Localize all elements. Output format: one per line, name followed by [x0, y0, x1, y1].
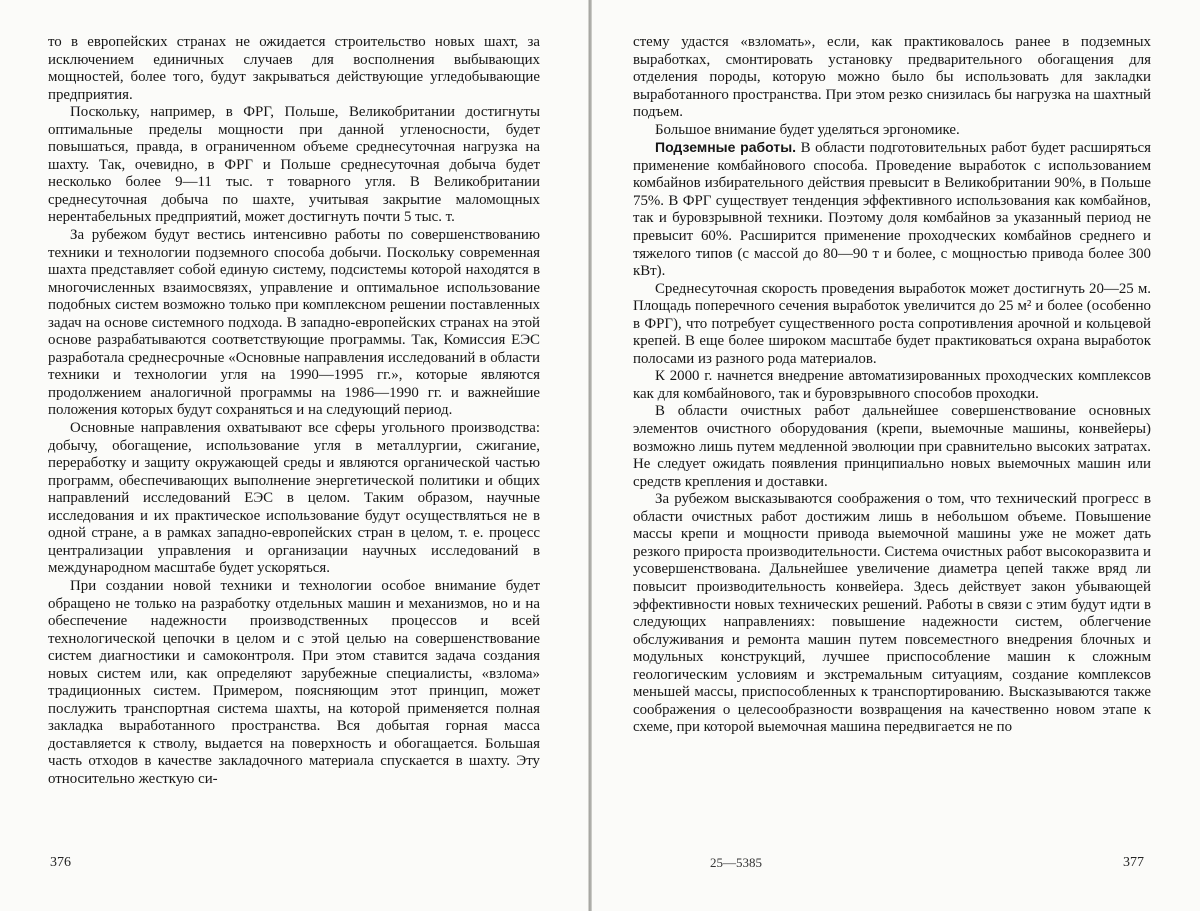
paragraph-text: Основные направления охватывают все сферы угольного производства: добычу, обогащение, использование угля в металлургии, сжигание, переработку и защиту окружающей среды и являются органической частью программ, обеспечивающих выполнение энергетической политики и общих направлений исследований ЕЭС в целом. Таким образом, научные исследования и их практическое использование будут осуществляться не в одной стране, а в рамках западно-европейских стран в целом, т. е. процесс централизации управления и организации научных исследований в международном масштабе будет ускоряться.	[48, 420, 540, 577]
paragraph	[633, 491, 1151, 737]
page-number-left: 376	[50, 855, 71, 870]
paragraph-text: В области подготовительных работ будет расширяться применение комбайнового способа. Проведение выработок с использованием комбайнов избирательного действия превысит в Великобритании 90%, в Польше 75%. В ФРГ существует тенденция эффективного использования как комбайнов, так и буровзрывной техники. Поэтому доля комбайнов за указанный период не превысит 60%. Расширится применение проходческих комбайнов среднего и тяжелого типов (с массой до 80—90 т и более, с мощностью привода более 300 кВт).	[633, 140, 1151, 280]
paragraph-text: то в европейских странах не ожидается строительство новых шахт, за исключением единичных случаев для восполнения выбывающих мощностей, более того, будут закрываться действующие угледобывающие предприятия.	[48, 34, 540, 103]
right-page	[595, 0, 1200, 911]
paragraph-text: За рубежом будут вестись интенсивно работы по совершенствованию техники и технологии подземного способа добычи. Поскольку современная шахта представляет собой единую систему, подсистемы которой находятся в многочисленных взаимосвязях, управление и оптимальное использование подобных систем возможно только при комплексном решении поставленных задач на основе системного подхода. В западно-европейских странах на этой основе разрабатываются соответствующие программы. Так, Комиссия ЕЭС разработала среднесрочные «Основные направления исследований в области техники и технологии угля на 1990—1995 гг.», которые являются продолжением аналогичной программы на 1986—1990 гг. и важнейшие положения которых будут сохраняться и на следующий период.	[48, 227, 540, 419]
paragraph	[48, 227, 540, 420]
paragraph-text: В области очистных работ дальнейшее совершенствование основных элементов очистного оборудования (крепи, выемочные машины, конвейеры) возможно лишь путем медленной эволюции при сравнительно высоких затратах. Не следует ожидать появления принципиально новых выемочных машин или средств крепления и доставки.	[633, 403, 1151, 490]
paragraph-text: При создании новой техники и технологии особое внимание будет обращено не только на разработку отдельных машин и механизмов, но и на обеспечение надежности производственных процессов и всей технологической цепочки в целом и с этой целью на совершенствование систем диагностики и самоконтроля. При этом ставится задача создания новых систем или, как определяют зарубежные специалисты, «взлома» традиционных систем. Примером, поясняющим этот принцип, может послужить транспортная система шахты, на которой применяется полная закладка выработанного пространства. Вся добытая горная масса доставляется к стволу, выдается на поверхность и обогащается. Большая часть отходов в качестве закладочного материала спускается в шахту. Эту относительно жесткую си-	[48, 577, 540, 787]
left-page	[0, 0, 590, 911]
book-spine	[588, 0, 592, 911]
paragraph-text: Среднесуточная скорость проведения выработок может достигнуть 20—25 м. Площадь поперечного сечения выработок увеличится до 25 м² и более (особенно в ФРГ), что потребует существенного роста сопротивления арочной и кольцевой крепей. В еще более широком масштабе будет практиковаться охрана выработок полосами из разного рода материалов.	[633, 280, 1151, 367]
paragraph	[48, 104, 540, 227]
paragraph	[633, 139, 1151, 280]
paragraph-text: За рубежом высказываются соображения о том, что технический прогресс в области очистных работ достижим лишь в небольшом объеме. Повышение массы крепи и мощности привода выемочной машины уже не может дать резкого прироста производительности. Система очистных работ высокоразвита и усовершенствована. Дальнейшее увеличение диаметра цепей также вряд ли повысит производительность конвейера. Здесь действует закон убывающей эффективности новых технических решений. Работы в связи с этим будут идти в следующих направлениях: повышение надежности систем, облегчение обслуживания и ремонта машин путем повсеместного внедрения блочных и модульных конструкций, лучшее приспособление машин к сложным геологическим условиям и экстремальным ситуациям, создание комплексов меньшей массы, приспособленных к транспортированию. Высказываются также соображения о целесообразности возвращения на качественно новом этапе к схеме, при которой выемочная машина передвигается не по	[633, 491, 1151, 736]
left-page-text	[48, 34, 540, 789]
paragraph	[48, 34, 540, 104]
paragraph	[633, 403, 1151, 491]
paragraph-text: Поскольку, например, в ФРГ, Польше, Великобритании достигнуты оптимальные пределы мощности при данной угленосности, будет повышаться, правда, в ограниченном объеме среднесуточная нагрузка на шахту. Так, очевидно, в ФРГ и Польше среднесуточная добыча будет несколько более 9—11 тыс. т товарного угля. В Великобритании среднесуточная добыча по шахте, учитывая закрытие маломощных нерентабельных предприятий, может достигнуть почти 5 тыс. т.	[48, 104, 540, 226]
right-page-text	[633, 34, 1151, 737]
paragraph-text: Большое внимание будет уделяться эргономике.	[655, 121, 960, 138]
paragraph	[633, 34, 1151, 122]
paragraph-text: К 2000 г. начнется внедрение автоматизированных проходческих комплексов как для комбайнового, так и буровзрывного способов проходки.	[633, 368, 1151, 402]
page-number-right: 377	[1123, 855, 1144, 870]
paragraph	[48, 578, 540, 789]
printer-signature: 25—5385	[710, 855, 762, 870]
paragraph	[633, 281, 1151, 369]
paragraph	[633, 122, 1151, 140]
paragraph	[48, 420, 540, 578]
paragraph	[633, 368, 1151, 403]
section-run-in-heading: Подземные работы.	[655, 139, 797, 156]
paragraph-text: стему удастся «взломать», если, как практиковалось ранее в подземных выработках, смонтировать установку предварительного обогащения для отделения породы, которую можно было бы использовать для закладки выработанного пространства. При этом резко снизилась бы нагрузка на шахтный подъем.	[633, 34, 1151, 121]
